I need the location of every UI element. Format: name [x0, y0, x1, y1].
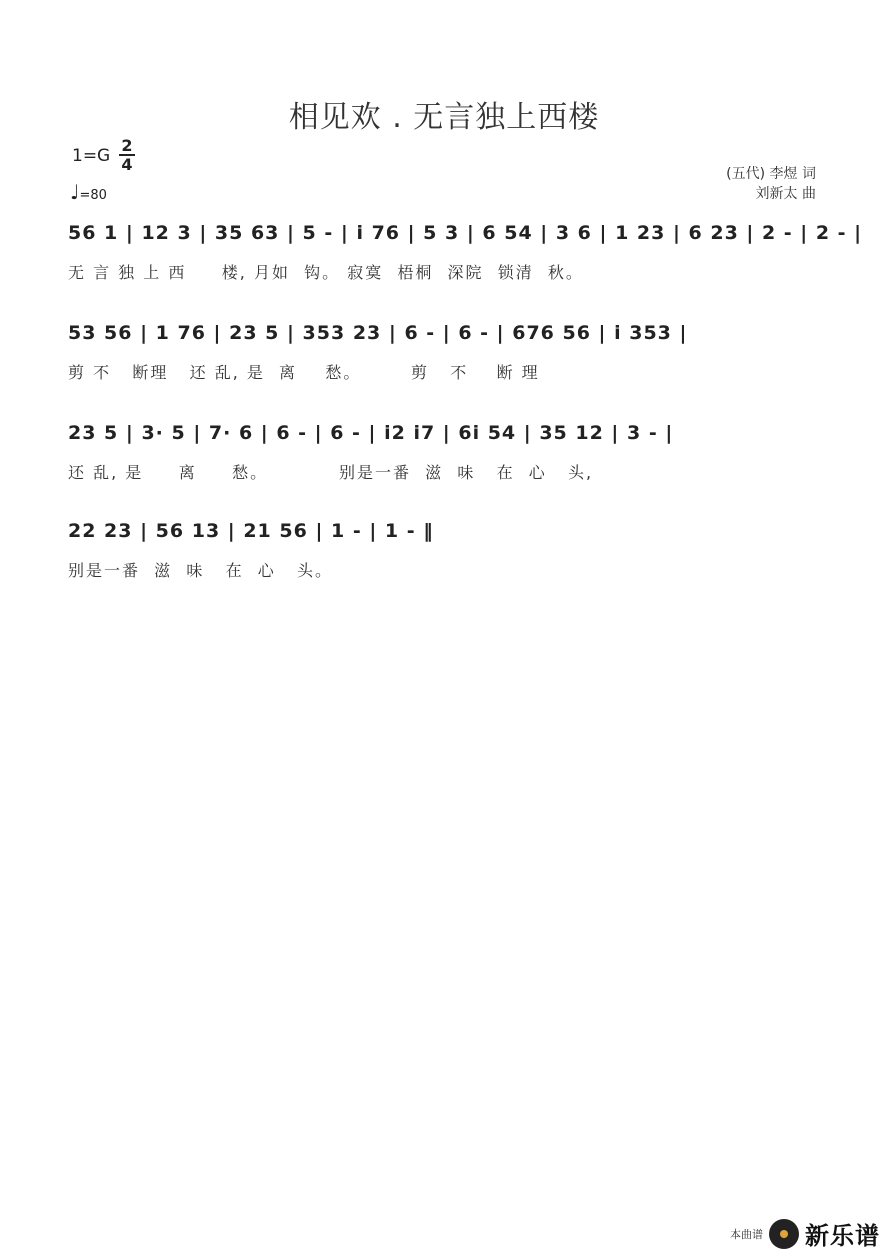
- notation-row: 23 5 | 3· 5 | 7· 6 | 6 - | 6 - | i2 i7 | 6i 54 | 35 12 | 3 - |: [68, 422, 674, 444]
- notation-row: 22 23 | 56 13 | 21 56 | 1 - | 1 - ‖: [68, 520, 434, 542]
- key-signature: 1=G: [72, 146, 111, 166]
- song-title: 相见欢 . 无言独上西楼: [288, 100, 600, 135]
- brand-name: 新乐谱: [805, 1222, 880, 1250]
- quarter-note-icon: ♩: [70, 180, 80, 204]
- notation-row: 56 1 | 12 3 | 35 63 | 5 - | i 76 | 5 3 | 6 54 | 3 6 | 1 23 | 6 23 | 2 - | 2 - |: [68, 222, 863, 244]
- time-signature-top: 2: [121, 136, 133, 155]
- lyrics-row: 别是一番 滋 味 在 心 头。: [68, 561, 334, 580]
- time-signature: [118, 137, 136, 173]
- lyrics-row: 无 言 独 上 西 楼, 月如 钩。 寂寞 梧桐 深院 锁清 秋。: [68, 263, 584, 282]
- site-watermark: [730, 1216, 880, 1251]
- composer-credit: 刘新太 曲: [755, 186, 816, 202]
- lyrics-row: 剪 不 断理 还 乱, 是 离 愁。 剪 不 断 理: [68, 363, 540, 382]
- lyricist-credit: (五代) 李煜 词: [726, 166, 816, 182]
- record-disc-icon: [769, 1219, 799, 1249]
- time-signature-bottom: 4: [121, 155, 133, 174]
- footer-prefix: 本曲谱: [730, 1227, 763, 1241]
- notation-row: 53 56 | 1 76 | 23 5 | 353 23 | 6 - | 6 - | 676 56 | i 353 |: [68, 322, 688, 344]
- tempo-value: =80: [79, 188, 107, 203]
- tempo-marking: [70, 180, 107, 204]
- lyrics-row: 还 乱, 是 离 愁。 别是一番 滋 味 在 心 头,: [68, 463, 594, 482]
